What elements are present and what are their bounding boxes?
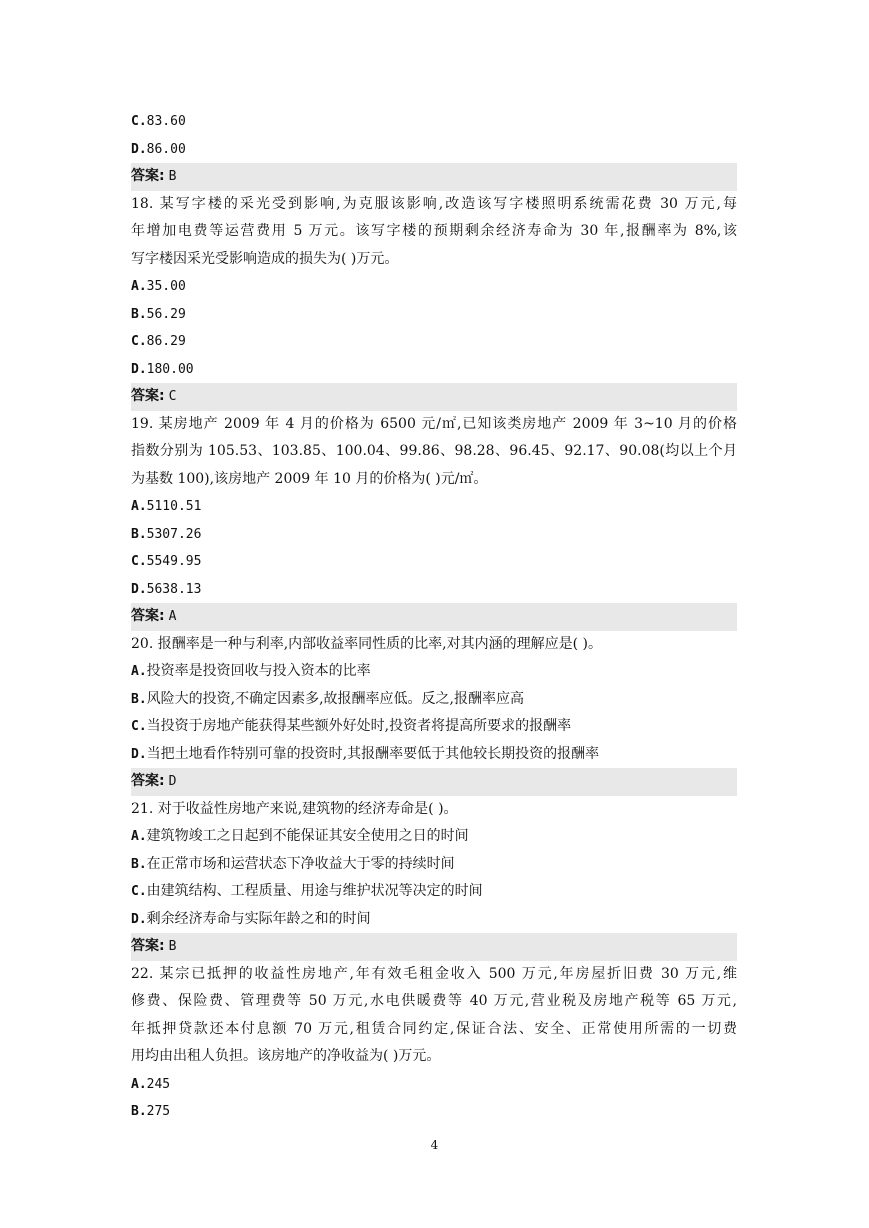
question-text: 18. 某写字楼的采光受到影响,为克服该影响,改造该写字楼照明系统需花费 30 万元,每 [131,195,737,212]
answer-row [131,768,737,796]
page-number: 4 [430,1138,439,1152]
option-line: C.86.29 [131,334,186,349]
option-line: C.当投资于房地产能获得某些额外好处时,投资者将提高所要求的报酬率 [131,718,572,734]
option-line: D.86.00 [131,141,186,157]
question-text: 19. 某房地产 2009 年 4 月的价格为 6500 元/㎡,已知该类房地产 2009 年 3~10 月的价格 [131,415,737,432]
option-line: B.风险大的投资,不确定因素多,故报酬率应低。反之,报酬率应高 [131,690,525,707]
option-line: C.83.60 [131,114,186,129]
answer-row [131,933,737,961]
question-text: 为基数 100),该房地产 2009 年 10 月的价格为( )元/㎡。 [131,470,488,487]
answer-row [131,163,737,191]
option-line: D.当把土地看作特别可靠的投资时,其报酬率要低于其他较长期投资的报酬率 [131,745,600,762]
answer-value: C [168,389,177,404]
question-text: 22. 某宗已抵押的收益性房地产,年有效毛租金收入 500 万元,年房屋折旧费 30 万元,维 [131,965,737,982]
option-line: C.5549.95 [131,554,202,569]
option-line: A.35.00 [131,279,186,294]
option-line: C.由建筑结构、工程质量、用途与维护状况等决定的时间 [131,883,483,899]
answer-row [131,383,737,411]
answer-label: 答案: [131,168,165,184]
option-line: A.投资率是投资回收与投入资本的比率 [131,663,371,679]
option-line: A.建筑物竣工之日起到不能保证其安全使用之日的时间 [131,828,469,844]
answer-label: 答案: [131,773,165,789]
question-text: 20. 报酬率是一种与利率,内部收益率同性质的比率,对其内涵的理解应是( )。 [131,635,602,652]
answer-label: 答案: [131,388,165,404]
answer-value: A [168,609,177,624]
question-text: 年增加电费等运营费用 5 万元。该写字楼的预期剩余经济寿命为 30 年,报酬率为 8%,该 [131,223,737,239]
question-text: 指数分别为 105.53、103.85、100.04、99.86、98.28、96.45、92.17、90.08(均以上个月 [131,443,737,459]
question-text: 年抵押贷款还本付息额 70 万元,租赁合同约定,保证合法、安全、正常使用所需的一切费 [131,1020,737,1037]
question-text: 修费、保险费、管理费等 50 万元,水电供暖费等 40 万元,营业税及房地产税等 65 万元, [131,993,737,1009]
option-line: A.245 [131,1076,171,1092]
option-line: B.275 [131,1104,171,1119]
option-line: D.剩余经济寿命与实际年龄之和的时间 [131,910,371,927]
option-line: A.5110.51 [131,499,202,514]
answer-value: D [168,774,177,789]
document-body [0,108,869,1126]
question-text: 21. 对于收益性房地产来说,建筑物的经济寿命是( )。 [131,800,458,817]
answer-label: 答案: [131,608,165,624]
question-text: 写字楼因采光受影响造成的损失为( )万元。 [131,250,399,267]
option-line: B.56.29 [131,306,186,322]
answer-row [131,603,737,631]
option-line: B.5307.26 [131,526,202,542]
option-line: D.180.00 [131,361,194,377]
answer-value: B [168,169,177,184]
answer-label: 答案: [131,938,165,954]
question-text: 用均由出租人负担。该房地产的净收益为( )万元。 [131,1048,441,1064]
answer-value: B [168,939,177,954]
option-line: D.5638.13 [131,581,202,597]
option-line: B.在正常市场和运营状态下净收益大于零的持续时间 [131,855,455,872]
